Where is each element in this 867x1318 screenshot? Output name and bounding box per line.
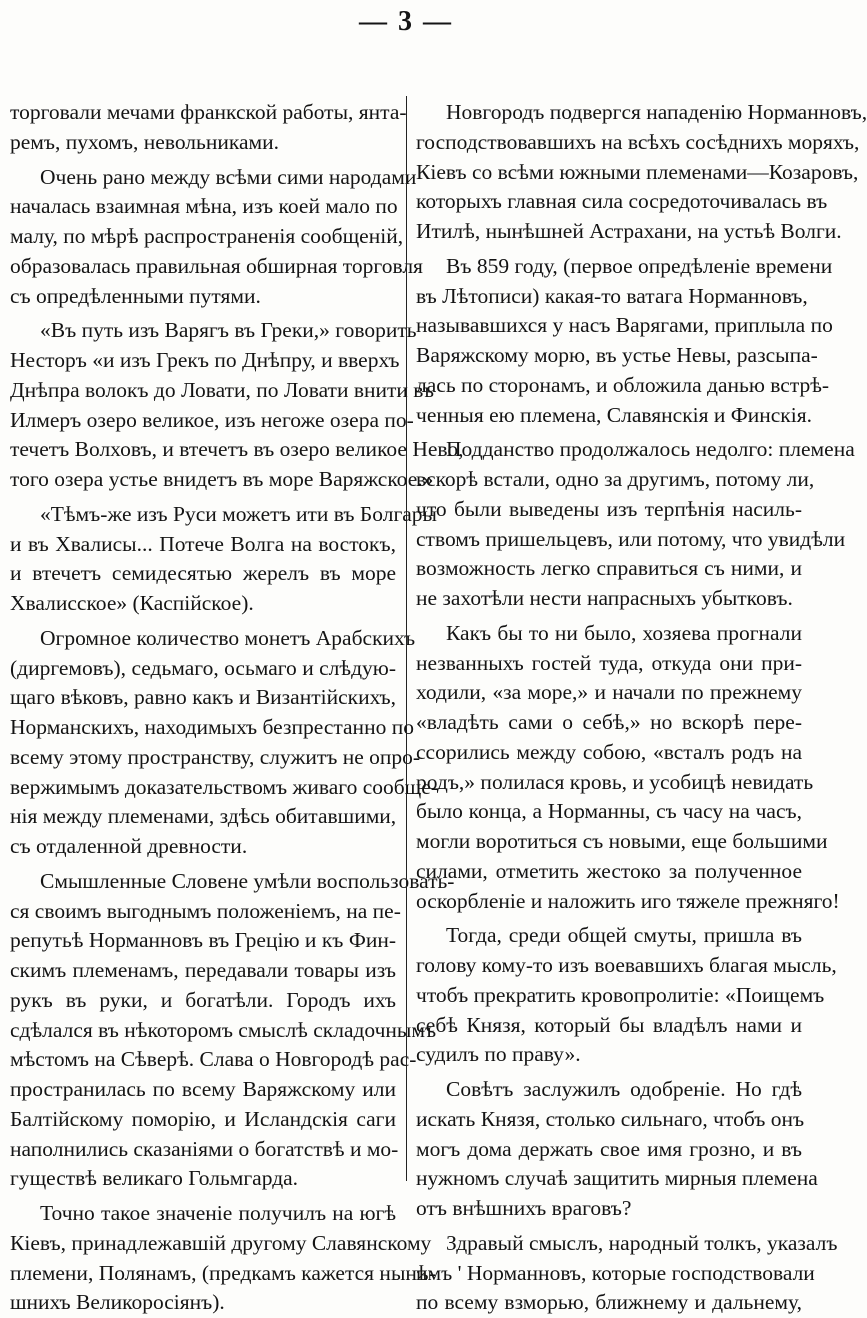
- text-line: щаго вѣковъ, равно какъ и Византійскихъ,: [10, 685, 396, 710]
- text-line: мѣстомъ на Сѣверѣ. Слава о Новгородѣ рас-: [10, 1047, 417, 1072]
- text-line: племени, Полянамъ, (предкамъ кажется нынѣ-: [10, 1260, 436, 1285]
- text-line: по всему взморью, ближнему и дальнему,: [416, 1290, 802, 1315]
- text-line: вержимымъ доказательствомъ живаго сообще-: [10, 774, 438, 799]
- text-line: возможность легко справиться съ ними, и: [416, 556, 802, 581]
- text-line: репутьѣ Норманновъ въ Грецію и къ Фин-: [10, 928, 396, 953]
- text-line: ремъ, пухомъ, невольниками.: [10, 129, 279, 154]
- text-line: Варяжскому морю, въ устье Невы, разсыпа-: [416, 343, 818, 367]
- text-line: ся своимъ выгоднымъ положеніемъ, на пе-: [10, 898, 401, 923]
- text-line: было конца, а Норманны, съ часу на часъ,: [416, 799, 802, 824]
- text-line: могъ дома держать свое имя грозно, и въ: [416, 1136, 802, 1161]
- text-line: «Тѣмъ-же изъ Руси можетъ ити въ Болгары: [40, 501, 437, 526]
- text-line: съ опредѣленными путями.: [10, 283, 261, 308]
- text-line: Въ 859 году, (первое опредѣленіе времени: [446, 253, 833, 278]
- text-line: всему этому пространству, служитъ не опро-: [10, 744, 421, 769]
- text-line: гуществѣ великаго Гольмгарда.: [10, 1166, 299, 1191]
- column-divider: [406, 96, 407, 1181]
- text-line: могли воротиться съ новыми, еще большими: [416, 829, 828, 853]
- text-line: Кіевъ, принадлежавшій другому Славянскому: [10, 1230, 432, 1255]
- text-line: торговали мечами франкской работы, янта-: [10, 100, 407, 124]
- text-line: называвшихся у насъ Варягами, приплыла по: [416, 313, 833, 338]
- text-line: чтобъ прекратить кровопролитіе: «Поищемъ: [416, 982, 825, 1007]
- text-line: Какъ бы то ни было, хозяева прогнали: [446, 620, 802, 645]
- text-line: Новгородъ подвергся нападенію Норманновъ,: [446, 100, 867, 124]
- text-line: незванныхъ гостей туда, откуда они при-: [416, 650, 802, 675]
- text-line: (диргемовъ), седьмаго, осьмаго и слѣдую-: [10, 655, 396, 680]
- text-line: въ Лѣтописи) какая-то ватага Норманновъ,: [416, 283, 808, 308]
- text-line: Совѣтъ заслужилъ одобреніе. Но гдѣ: [446, 1077, 802, 1101]
- text-line: шнихъ Великоросіянъ).: [10, 1290, 225, 1315]
- text-line: господствовавшихъ на всѣхъ сосѣднихъ моряхъ,: [416, 129, 860, 154]
- text-line: силами, отметить жестоко за полученное: [416, 858, 802, 883]
- text-line: оскорбленіе и наложить иго тяжеле прежняго!: [416, 888, 840, 913]
- text-line: родъ,» полилася кровь, и усобицѣ невидать: [416, 769, 814, 794]
- text-line: Смышленные Словене умѣли воспользовать-: [40, 868, 455, 893]
- text-line: пространилась по всему Варяжскому или: [10, 1077, 396, 1101]
- text-line: Итилѣ, нынѣшней Астрахани, на устьѣ Волги.: [416, 219, 842, 243]
- text-line: ссорились между собою, «всталъ родъ на: [416, 739, 802, 764]
- text-line: судилъ по праву».: [416, 1042, 581, 1067]
- text-line: Очень рано между всѣми сими народами: [40, 164, 417, 189]
- text-line: вскорѣ встали, одно за другимъ, потому ли,: [416, 467, 815, 491]
- text-line: малу, по мѣрѣ распространенія сообщеній,: [10, 224, 404, 248]
- text-line: «Въ путь изъ Варягъ въ Греки,» говорить: [40, 318, 417, 343]
- text-line: Огромное количество монетъ Арабскихъ: [40, 625, 416, 650]
- text-line: и втечетъ семидесятью жерелъ въ море: [10, 561, 396, 586]
- text-line: течетъ Волховъ, и втечетъ въ озеро великое Нево,: [10, 437, 464, 462]
- text-line: нія между племенами, здѣсь обитавшими,: [10, 804, 397, 829]
- text-line: рукъ въ руки, и богатѣли. Городъ ихъ: [10, 987, 396, 1012]
- text-line: Норманскихъ, находимыхъ безпрестанно по: [10, 715, 414, 739]
- text-line: голову кому-то изъ воевавшихъ благая мысль,: [416, 953, 837, 977]
- text-line: нужномъ случаѣ защитить мирныя племена: [416, 1166, 818, 1191]
- text-line: Днѣпра волокъ до Ловати, по Ловати внити въ: [10, 377, 435, 402]
- left-column: [10, 98, 464, 1318]
- text-line: искать Князя, столько сильнаго, чтобъ онъ: [416, 1106, 805, 1131]
- text-line: Илмеръ озеро великое, изъ негоже озера по-: [10, 407, 414, 432]
- text-line: ченныя ею племена, Славянскія и Финскія.: [416, 402, 812, 427]
- text-line: имъ ' Норманновъ, которые господствовали: [416, 1260, 815, 1285]
- text-line: лась по сторонамъ, и обложила данью встрѣ-: [416, 372, 830, 397]
- text-line: Хвалисское» (Каспійское).: [10, 591, 254, 615]
- page-number: — 3 —: [359, 6, 453, 37]
- text-line: отъ внѣшнихъ враговъ?: [416, 1196, 632, 1220]
- text-line: Подданство продолжалось недолго: племена: [446, 437, 855, 462]
- text-line: и въ Хвалисы... Потече Волга на востокъ,: [10, 531, 396, 556]
- text-line: скимъ племенамъ, передавали товары изъ: [10, 958, 396, 982]
- text-line: того озера устье внидетъ въ море Варяжское.»: [10, 467, 434, 491]
- text-line: Кіевъ со всѣми южными племенами—Козаровъ,: [416, 159, 859, 184]
- text-line: которыхъ главная сила сосредоточивалась въ: [416, 189, 828, 214]
- text-line: наполнились сказаніями о богатствѣ и мо-: [10, 1136, 399, 1161]
- text-line: Несторъ «и изъ Грекъ по Днѣпру, и вверхъ: [10, 348, 400, 372]
- text-line: ходили, «за море,» и начали по прежнему: [416, 680, 802, 705]
- text-line: что были выведены изъ терпѣнія насиль-: [416, 496, 802, 521]
- right-column: [416, 98, 867, 1318]
- text-line: не захотѣли нести напрасныхъ убытковъ.: [416, 586, 793, 610]
- text-line: сдѣлался въ нѣкоторомъ смыслѣ складочнымъ: [10, 1017, 437, 1042]
- text-line: «владѣть сами о себѣ,» но вскорѣ пере-: [416, 710, 802, 734]
- text-line: Тогда, среди общей смуты, пришла въ: [446, 923, 802, 948]
- text-line: съ отдаленной древности.: [10, 834, 248, 858]
- text-line: Здравый смыслъ, народный толкъ, указалъ: [446, 1230, 838, 1255]
- text-line: Точно такое значеніе получилъ на югѣ: [40, 1201, 396, 1225]
- text-line: себѣ Князя, который бы владѣлъ нами и: [416, 1012, 802, 1037]
- text-line: образовалась правильная обширная торговля: [10, 253, 423, 278]
- text-line: Балтійскому поморію, и Исландскія саги: [10, 1106, 396, 1131]
- text-line: ствомъ пришельцевъ, или потому, что увидѣли: [416, 526, 846, 551]
- text-line: началась взаимная мѣна, изъ коей мало по: [10, 194, 398, 219]
